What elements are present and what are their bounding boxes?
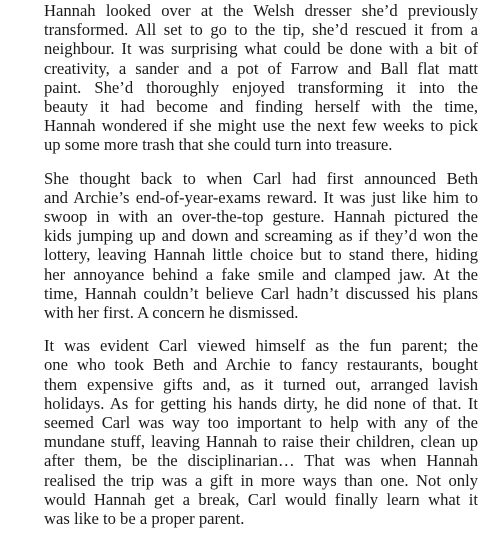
paragraph-line: would Hannah get a break, Carl would finally learn what it	[44, 489, 478, 509]
paragraph-line: paint. She’d thoroughly enjoyed transforming it into the	[44, 77, 478, 97]
paragraph-line: It was evident Carl viewed himself as the fun parent; the	[44, 336, 478, 356]
paragraph-line: swoop in with an over-the-top gesture. Hannah pictured the	[44, 207, 478, 227]
paragraph-line: neighbour. It was surprising what could be done with a bit of	[44, 39, 478, 59]
paragraph-line: beauty it had become and finding herself with the time,	[44, 97, 478, 117]
paragraph-line: mundane stuff, leaving Hannah to raise their children, clean up	[44, 432, 478, 452]
paragraph-line: realised the trip was a gift in more ways than one. Not only	[44, 470, 478, 490]
paragraph-line: them expensive gifts and, as it turned out, arranged lavish	[44, 374, 478, 394]
paragraph-line: holidays. As for getting his hands dirty, he did none of that. It	[44, 393, 478, 413]
paragraph-line: seemed Carl was way too important to help with any of the	[44, 413, 478, 433]
paragraph-line: creativity, a sander and a pot of Farrow and Ball flat matt	[44, 58, 478, 78]
paragraph-line: and Archie’s end-of-year-exams reward. It was just like him to	[44, 187, 478, 207]
paragraph-line: with her first. A concern he dismissed.	[44, 303, 299, 323]
paragraph-line: lottery, leaving Hannah little choice but to stand there, hiding	[44, 245, 478, 265]
paragraph-line: was like to be a proper parent.	[44, 509, 245, 529]
paragraph-1	[22, 1, 478, 155]
paragraph-3	[22, 336, 478, 528]
paragraph-line: Hannah looked over at the Welsh dresser she’d previously	[44, 1, 478, 20]
document-page	[22, 1, 478, 542]
paragraph-line: one who took Beth and Archie to fancy restaurants, bought	[44, 355, 478, 375]
paragraph-line: transformed. All set to go to the tip, she’d rescued it from a	[44, 20, 478, 40]
paragraph-2	[22, 169, 478, 323]
paragraph-line: after them, be the disciplinarian… That was when Hannah	[44, 451, 478, 471]
paragraph-line: up some more trash that she could turn into treasure.	[44, 135, 393, 155]
paragraph-line: She thought back to when Carl had first announced Beth	[44, 168, 478, 188]
paragraph-line: Hannah wondered if she might use the next few weeks to pick	[44, 116, 478, 136]
paragraph-line: time, Hannah couldn’t believe Carl hadn’t discussed his plans	[44, 283, 478, 303]
paragraph-line: kids jumping up and down and screaming as if they’d won the	[44, 226, 478, 246]
paragraph-line: her annoyance behind a fake smile and clamped jaw. At the	[44, 264, 478, 284]
